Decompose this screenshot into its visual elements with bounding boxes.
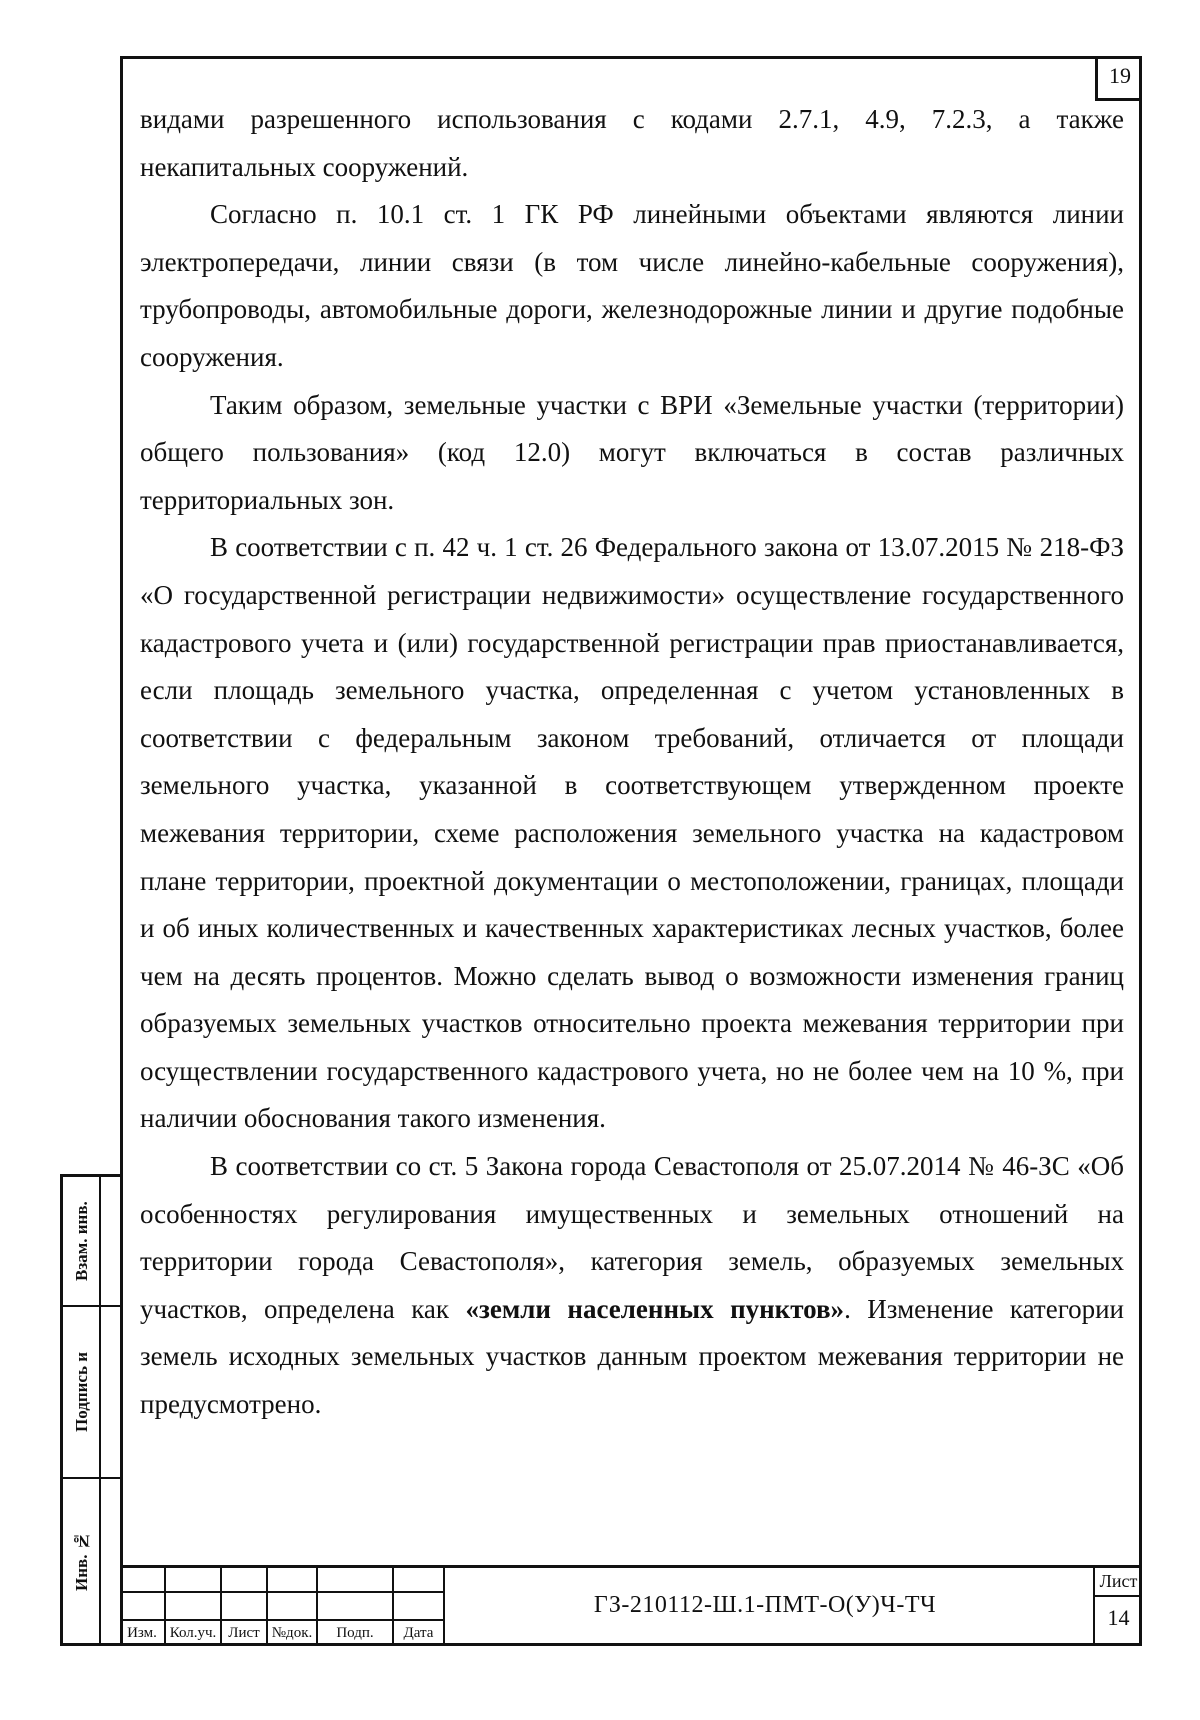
vzam-inv-label: Взам. инв.: [72, 1201, 91, 1281]
tb-caption: №док.: [271, 1625, 313, 1641]
tb-line: [120, 1619, 445, 1621]
tb-line: [120, 1591, 445, 1593]
sheet-label: Лист: [1099, 1571, 1138, 1591]
paragraph-text: В соответствии со ст. 5 Закона города Севастополя от 25.07.2014 № 46-ЗС «Об особенностях регулирования имущественных и земельных отношений на территории города Севастополя», категория земель, образуемых земельных участков, определена как: [140, 1151, 1124, 1324]
paragraph-last: [140, 1143, 1124, 1429]
land-category-bold: «земли населенных пунктов»: [465, 1293, 845, 1324]
document-code: ГЗ-210112-Ш.1-ПМТ-О(У)Ч-ТЧ: [593, 1592, 937, 1618]
tb-caption: Подп.: [336, 1625, 374, 1641]
stamp-divider: [99, 1177, 101, 1643]
tb-caption: Кол.уч.: [169, 1625, 217, 1641]
tb-line: [443, 1565, 445, 1646]
title-block: [120, 1565, 1142, 1646]
paragraph: Согласно п. 10.1 ст. 1 ГК РФ линейными объектами являются линии электропередачи, линии связи (в том числе линейно-кабельные сооружения), трубопроводы, автомобильные дороги, железнодорожные линии и другие подобные сооружения.: [140, 199, 1124, 372]
podpis-label: Подпись и: [72, 1352, 91, 1433]
tb-line: [1095, 1595, 1142, 1597]
paragraph: Таким образом, земельные участки с ВРИ «Земельные участки (территории) общего пользования» (код 12.0) могут включаться в состав различных территориальных зон.: [140, 389, 1124, 515]
tb-caption: Дата: [403, 1625, 434, 1641]
document-body: [140, 96, 1124, 1429]
paragraph: В соответствии с п. 42 ч. 1 ст. 26 Федерального закона от 13.07.2015 № 218-ФЗ «О государственной регистрации недвижимости» осуществление государственного кадастрового учета и (или) государственной регистрации прав приостанавливается, если площадь земельного участка, определенная с учетом установленных в соответствии с федеральным законом требований, отличается от площади земельного участка, указанной в соответствующем утвержденном проекте межевания территории, схеме расположения земельного участка на кадастровом плане территории, проектной документации о местоположении, границах, площади и об иных количественных и качественных характеристиках лесных участков, более чем на десять процентов. Можно сделать вывод о возможности изменения границ образуемых земельных участков относительно проекта межевания территории при осуществлении государственного кадастрового учета, но не более чем на 10 %, при наличии обоснования такого изменения.: [140, 532, 1124, 1134]
margin-stamp: [60, 1174, 120, 1646]
page-number: 19: [1095, 56, 1142, 101]
paragraph-text: . Изменение категории земель исходных земельных участков данным проектом межевания территории не предусмотрено.: [140, 1293, 1124, 1420]
tb-caption: Изм.: [127, 1625, 157, 1641]
tb-caption: Лист: [228, 1625, 260, 1641]
inv-label: Инв. №: [72, 1531, 91, 1592]
paragraph: видами разрешенного использования с кодами 2.7.1, 4.9, 7.2.3, а также некапитальных сооружений.: [140, 104, 1124, 182]
sheet-number: 14: [1107, 1605, 1130, 1630]
